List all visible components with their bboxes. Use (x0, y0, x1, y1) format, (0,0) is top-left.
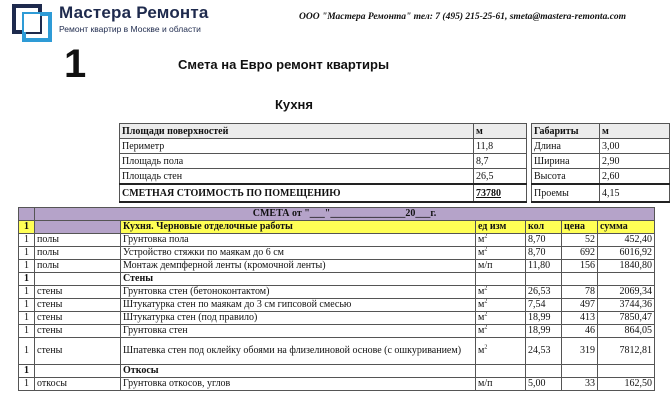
row-number: 1 (19, 286, 35, 299)
unit-label: м (478, 312, 485, 323)
col-sum: сумма (598, 221, 655, 234)
estimate-item-row (19, 260, 655, 273)
quantity: 18,99 (526, 312, 562, 325)
sum: 452,40 (598, 234, 655, 247)
estimate-item-row (19, 299, 655, 312)
row-number: 1 (19, 365, 35, 378)
price: 319 (562, 338, 598, 365)
estimate-table (18, 207, 655, 391)
unit-power: 2 (484, 324, 488, 331)
unit-power: 2 (484, 311, 488, 318)
sum: 1840,80 (598, 260, 655, 273)
work-name: Грунтовка стен (121, 325, 476, 338)
work-type: полы (35, 247, 121, 260)
areas-table (119, 123, 670, 203)
unit (476, 325, 526, 338)
estimate-item-row (19, 286, 655, 299)
empty-cell (526, 365, 562, 378)
price: 78 (562, 286, 598, 299)
row-number: 1 (19, 247, 35, 260)
unit-power: 2 (484, 298, 488, 305)
estimate-item-row (19, 312, 655, 325)
unit (476, 234, 526, 247)
sum: 7812,81 (598, 338, 655, 365)
estimate-title-row (19, 208, 655, 221)
quantity: 7,54 (526, 299, 562, 312)
work-type: стены (35, 286, 121, 299)
sum: 6016,92 (598, 247, 655, 260)
estimate-header-row: 1 Кухня. Черновые отделочные работы ед изм кол цена сумма (19, 221, 655, 234)
row-type (35, 273, 121, 286)
col-price: цена (562, 221, 598, 234)
unit-label: м/п (478, 260, 493, 271)
estimate-item-row (19, 378, 655, 391)
areas-header (120, 124, 670, 139)
row-number: 1 (19, 338, 35, 365)
unit-power: 2 (484, 233, 488, 240)
areas-col-unit: м (474, 124, 527, 139)
section-name: Стены (121, 273, 476, 286)
unit-label: м (478, 247, 485, 258)
row-number: 1 (19, 325, 35, 338)
work-name: Грунтовка стен (бетоноконтактом) (121, 286, 476, 299)
unit-label: м (478, 345, 485, 356)
empty-cell (598, 273, 655, 286)
price: 52 (562, 234, 598, 247)
openings-label: Проемы (532, 184, 600, 202)
work-type: стены (35, 299, 121, 312)
row-number: 1 (19, 234, 35, 247)
quantity: 24,53 (526, 338, 562, 365)
col-qty: кол (526, 221, 562, 234)
document-number: 1 (64, 42, 87, 86)
unit (476, 260, 526, 273)
price: 497 (562, 299, 598, 312)
work-name: Грунтовка пола (121, 234, 476, 247)
brand-name: Мастера Ремонта (59, 3, 209, 22)
sum: 7850,47 (598, 312, 655, 325)
company-contacts: ООО "Мастера Ремонта" тел: 7 (495) 215-25-61, smeta@mastera-remonta.com (299, 12, 627, 22)
total-cost-label: СМЕТНАЯ СТОИМОСТЬ ПО ПОМЕЩЕНИЮ (120, 184, 474, 202)
estimate-section-title: Кухня. Черновые отделочные работы (121, 221, 476, 234)
unit (476, 299, 526, 312)
openings-value: 4,15 (600, 184, 670, 202)
price: 33 (562, 378, 598, 391)
quantity: 5,00 (526, 378, 562, 391)
estimate-item-row (19, 325, 655, 338)
work-name: Грунтовка откосов, углов (121, 378, 476, 391)
work-type: полы (35, 234, 121, 247)
row-number: 1 (19, 378, 35, 391)
total-cost-row (120, 184, 670, 202)
empty-cell (562, 365, 598, 378)
work-type: откосы (35, 378, 121, 391)
price: 46 (562, 325, 598, 338)
empty-cell (476, 365, 526, 378)
row-type (35, 365, 121, 378)
sum: 2069,34 (598, 286, 655, 299)
unit-power: 2 (484, 285, 488, 292)
sum: 162,50 (598, 378, 655, 391)
quantity: 26,53 (526, 286, 562, 299)
work-name: Штукатурка стен по маякам до 3 см гипсовой смесью (121, 299, 476, 312)
estimate-title: СМЕТА от "___"_______________20___г. (35, 208, 655, 221)
dims-col-unit: м (600, 124, 670, 139)
sum: 3744,36 (598, 299, 655, 312)
section-name: Откосы (121, 365, 476, 378)
work-name: Устройство стяжки по маякам до 6 см (121, 247, 476, 260)
work-type: полы (35, 260, 121, 273)
document-title: Смета на Евро ремонт квартиры (178, 57, 390, 72)
work-type: стены (35, 338, 121, 365)
unit-label: м (478, 286, 485, 297)
estimate-item-row (19, 338, 655, 365)
unit-label: м (478, 234, 485, 245)
unit (476, 247, 526, 260)
unit (476, 286, 526, 299)
quantity: 18,99 (526, 325, 562, 338)
brand-tagline: Ремонт квартир в Москве и области (59, 24, 201, 34)
unit-power: 2 (484, 344, 488, 351)
unit (476, 338, 526, 365)
row-number: 1 (19, 273, 35, 286)
empty-cell (562, 273, 598, 286)
quantity: 11,80 (526, 260, 562, 273)
work-name: Шпатевка стен под оклейку обоями на флизелиновой основе (с ошкуриванием) (121, 338, 476, 365)
price: 156 (562, 260, 598, 273)
sum: 864,05 (598, 325, 655, 338)
unit-label: м (478, 325, 485, 336)
unit-label: м (478, 299, 485, 310)
areas-row: Периметр 11,8 Длина 3,00 (120, 139, 670, 154)
price: 692 (562, 247, 598, 260)
row-number: 1 (19, 312, 35, 325)
work-type: стены (35, 312, 121, 325)
empty-cell (476, 273, 526, 286)
unit (476, 312, 526, 325)
col-unit: ед изм (476, 221, 526, 234)
empty-cell (598, 365, 655, 378)
estimate-section-row (19, 273, 655, 286)
estimate-item-row (19, 234, 655, 247)
dims-col-label: Габариты (532, 124, 600, 139)
work-name: Штукатурка стен (под правило) (121, 312, 476, 325)
row-number: 1 (19, 260, 35, 273)
company-logo (12, 4, 54, 42)
room-title: Кухня (275, 97, 313, 112)
quantity: 8,70 (526, 234, 562, 247)
areas-row: Площадь пола 8,7 Ширина 2,90 (120, 154, 670, 169)
areas-row: Площадь стен 26,5 Высота 2,60 (120, 169, 670, 185)
unit (476, 378, 526, 391)
estimate-section-row (19, 365, 655, 378)
quantity: 8,70 (526, 247, 562, 260)
unit-power: 2 (484, 246, 488, 253)
unit-label: м/п (478, 378, 493, 389)
work-name: Монтаж демпферной ленты (кромочной ленты) (121, 260, 476, 273)
row-number: 1 (19, 299, 35, 312)
price: 413 (562, 312, 598, 325)
estimate-item-row (19, 247, 655, 260)
work-type: стены (35, 325, 121, 338)
empty-cell (526, 273, 562, 286)
brand (59, 3, 209, 34)
areas-col-label: Площади поверхностей (120, 124, 474, 139)
total-cost-value: 73780 (474, 184, 527, 202)
